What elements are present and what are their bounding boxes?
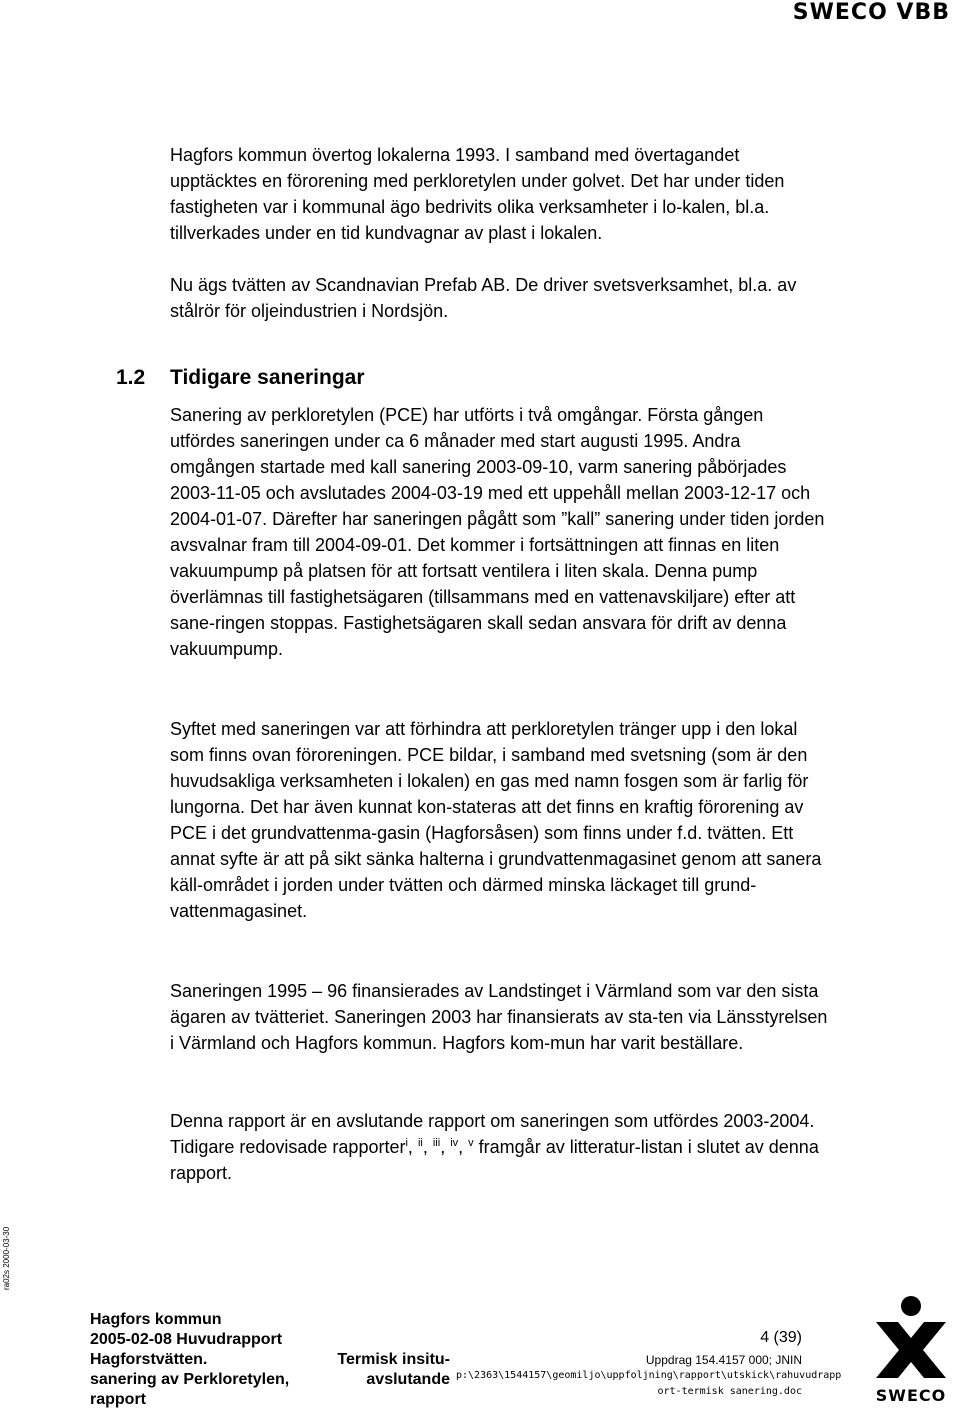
footnote-ref[interactable]: v <box>468 1137 474 1149</box>
footer-org: Hagfors kommun <box>90 1311 222 1328</box>
paragraph-text-part: framgår av litteratur-listan i slutet av denna rapport. <box>170 1137 819 1183</box>
paragraph-ownership <box>170 142 830 246</box>
footer-title-part: sanering av Perkloretylen, <box>90 1371 290 1388</box>
paragraph-text: Saneringen 1995 – 96 finansierades av Landstinget i Värmland som var den sista ägaren av tvätteriet. Saneringen 2003 har finansierats av sta-ten via Länsstyrelsen i Värmland och Hagfors kommun. Hagfors kom-mun har varit beställare. <box>170 981 828 1053</box>
footer-title-part: Termisk insitu- <box>337 1351 450 1368</box>
footer-document-info <box>90 1310 450 1410</box>
paragraph-report-scope <box>170 1108 830 1186</box>
page-number: 4 (39) <box>760 1329 802 1346</box>
template-code: ra02s 2000-03-30 <box>2 1226 11 1290</box>
footer-title-part: avslutande <box>366 1371 450 1388</box>
paragraph-remediation-history <box>170 402 830 662</box>
paragraph-text: Sanering av perkloretylen (PCE) har utförts i två omgångar. Första gången utfördes saneringen under ca 6 månader med start augusti 1995. Andra omgången startade med kall sanering 2003-09-10, varm sanering påbörjades 2003-11-05 och avslutades 2004-03-19 med ett uppehåll mellan 2003-12-17 och 2004-01-07. Därefter har saneringen pågått som ”kall” sanering under tiden jorden avsvalnar fram till 2004-09-01. Det kommer i fortsättningen att finnas en liten vakuumpump på platsen för att fortsatt ventilera i liten skala. Denna pump överlämnas till fastighetsägaren (tillsammans med en vattenavskiljare) efter att sane-ringen stoppas. Fastighetsägaren skall sedan ansvara för drift av denna vakuumpump. <box>170 405 825 659</box>
footnote-ref[interactable]: ii <box>417 1137 423 1149</box>
paragraph-financing <box>170 978 830 1056</box>
paragraph-current-owner <box>170 272 830 324</box>
file-path: p:\2363\1544157\geomiljo\uppfoljning\rapport\utskick\rahuvudrapp <box>456 1370 842 1381</box>
section-heading <box>116 364 830 392</box>
paragraph-text: Hagfors kommun övertog lokalerna 1993. I samband med övertagandet upptäcktes en förorening med perkloretylen under golvet. Det har under tiden fastigheten var i kommunal ägo bedrivits olika verksamheter i lo-kalen, bl.a. tillverkades under en tid kundvagnar av plast i lokalen. <box>170 145 785 243</box>
footer-meta <box>456 1328 842 1400</box>
paragraph-text: Denna rapport är en avslutande rapport om saneringen som utfördes 2003-2004. Tidigare redovisade rapporter$^i$, $^{ii}$, $^{iii}$, $^{iv}$, $^v$ framgår av litteratur-listan i slutet av denna rapport. <box>170 1111 819 1183</box>
paragraph-text: Syftet med saneringen var att förhindra att perkloretylen tränger upp i den lokal som finns ovan föroreningen. PCE bildar, i samband med svetsning (som är den huvudsakliga verksamheten i lokalen) en gas med namn fosgen som är farlig för lungorna. Det har även kunnat kon-stateras att det finns en kraftig förorening av PCE i det grundvattenma-gasin (Hagforsåsen) som finns under f.d. tvätten. Ett annat syfte är att på sikt sänka halterna i grundvattenmagasinet genom att sanera käll-området i jorden under tvätten och därmed minska läckaget till grund-vattenmagasinet. <box>170 719 822 921</box>
section-number: 1.2 <box>116 366 146 389</box>
footer-title-part: Hagforstvätten. <box>90 1351 208 1368</box>
footnote-ref[interactable]: iv <box>450 1137 459 1149</box>
footnote-ref[interactable]: iii <box>432 1137 441 1149</box>
file-path: ort-termisk sanering.doc <box>657 1386 802 1397</box>
assignment-number: Uppdrag 154.4157 000; JNIN <box>645 1353 802 1367</box>
footer-title-line <box>90 1370 450 1390</box>
sweco-logo-text: SWECO <box>875 1386 947 1405</box>
brand-logo-text: SWECO VBB <box>792 0 950 25</box>
section-title: Tidigare saneringar <box>170 366 365 389</box>
paragraph-purpose <box>170 716 830 924</box>
footer-date-doc: 2005-02-08 Huvudrapport <box>90 1331 283 1348</box>
footnote-ref[interactable]: i <box>405 1137 408 1149</box>
paragraph-text-part: Denna rapport är en avslutande rapport om saneringen som utfördes 2003-2004. Tidigare redovisade rapporter <box>170 1111 815 1157</box>
paragraph-text: Nu ägs tvätten av Scandnavian Prefab AB. De driver svetsverksamhet, bl.a. av stålrör för oljeindustrien i Nordsjön. <box>170 275 797 321</box>
footer-title-line: rapport <box>90 1391 146 1408</box>
footer-title-line <box>90 1350 450 1370</box>
